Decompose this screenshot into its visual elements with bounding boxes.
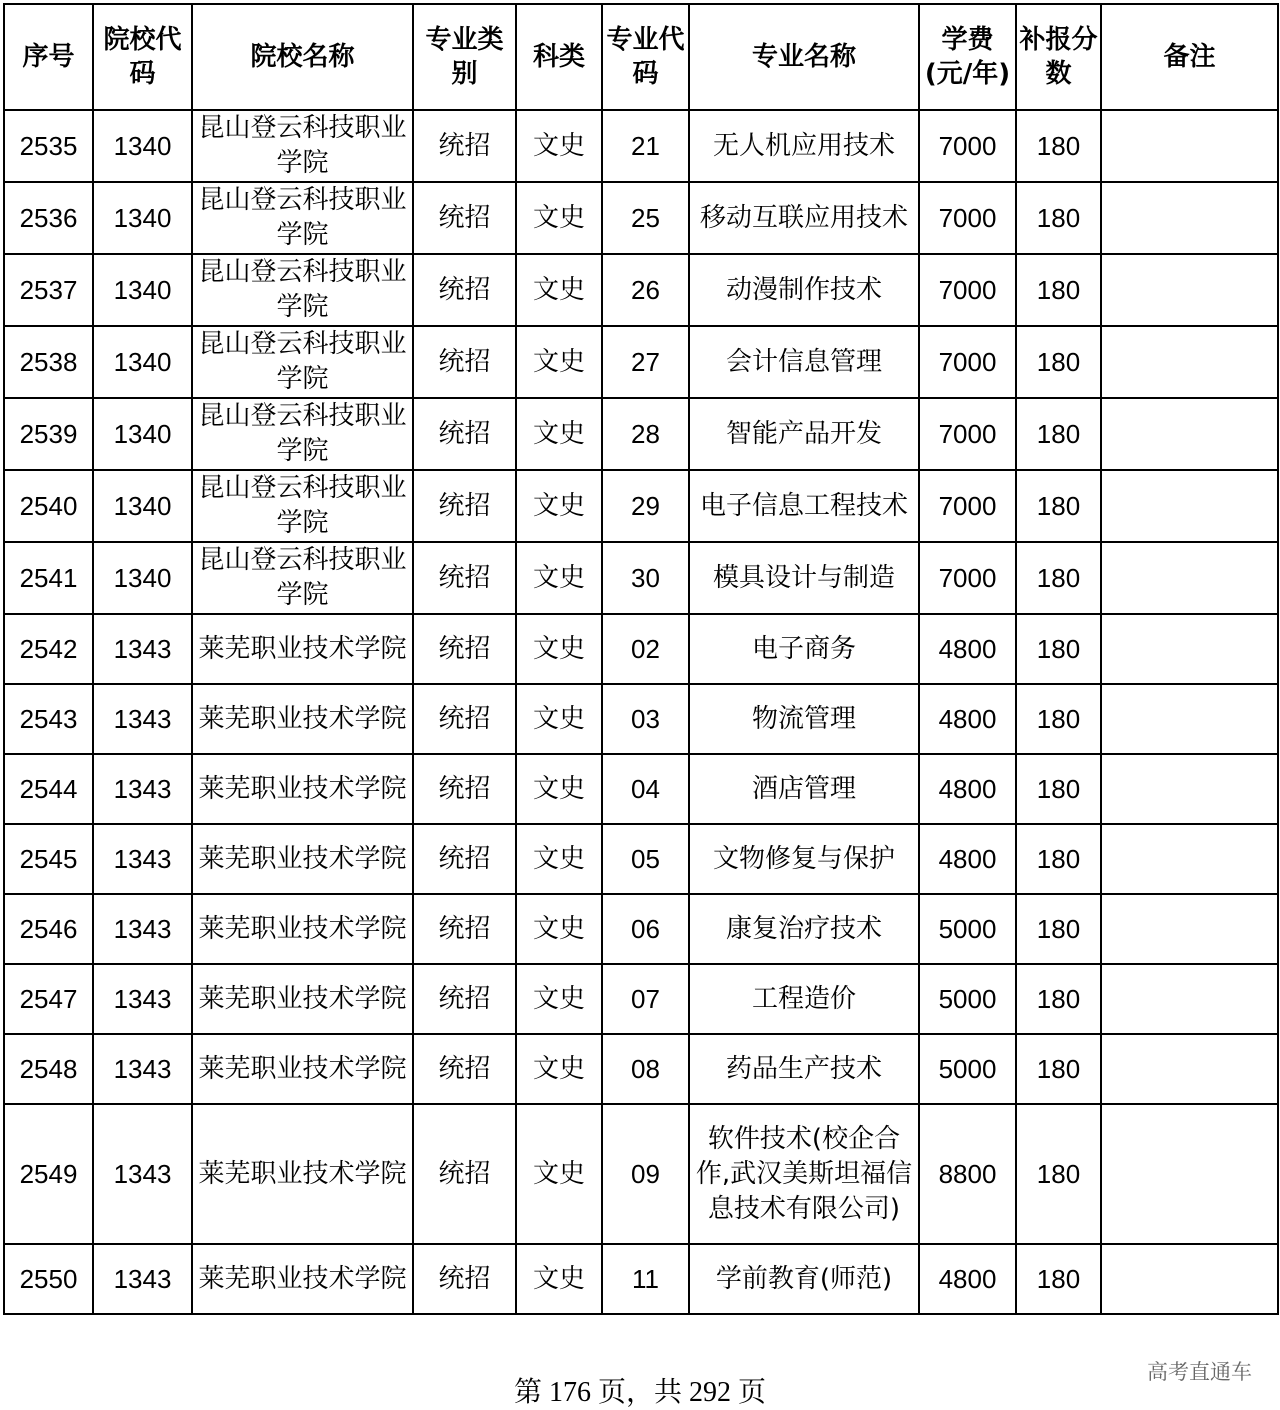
cell-school-code: 1343 [93, 824, 192, 894]
cell-major-type: 统招 [413, 824, 516, 894]
header-note: 备注 [1101, 4, 1278, 110]
page-footer: 第 176 页，共 292 页 [513, 1377, 766, 1408]
table-row [4, 754, 1278, 824]
admissions-table [3, 3, 1279, 1315]
cell-school-code: 1343 [93, 684, 192, 754]
cell-note [1101, 110, 1278, 182]
cell-subject: 文史 [516, 824, 602, 894]
table-row [4, 614, 1278, 684]
cell-major-type: 统招 [413, 754, 516, 824]
cell-school-name: 昆山登云科技职业学院 [192, 254, 413, 326]
cell-major-name: 模具设计与制造 [689, 542, 919, 614]
cell-score: 180 [1016, 110, 1101, 182]
cell-subject: 文史 [516, 1104, 602, 1244]
table-row [4, 182, 1278, 254]
cell-major-name: 软件技术(校企合作,武汉美斯坦福信息技术有限公司) [689, 1104, 919, 1244]
cell-major-name: 酒店管理 [689, 754, 919, 824]
cell-major-name: 会计信息管理 [689, 326, 919, 398]
cell-school-name: 莱芜职业技术学院 [192, 684, 413, 754]
table-row [4, 326, 1278, 398]
cell-school-name: 昆山登云科技职业学院 [192, 470, 413, 542]
cell-subject: 文史 [516, 754, 602, 824]
cell-major-type: 统招 [413, 1104, 516, 1244]
cell-note [1101, 964, 1278, 1034]
cell-note [1101, 684, 1278, 754]
cell-seq: 2538 [4, 326, 93, 398]
cell-school-code: 1343 [93, 1104, 192, 1244]
cell-subject: 文史 [516, 470, 602, 542]
cell-tuition: 7000 [919, 398, 1016, 470]
cell-school-name: 莱芜职业技术学院 [192, 1244, 413, 1314]
cell-score: 180 [1016, 398, 1101, 470]
cell-tuition: 5000 [919, 964, 1016, 1034]
table-row [4, 964, 1278, 1034]
table-row [4, 1244, 1278, 1314]
cell-subject: 文史 [516, 254, 602, 326]
cell-score: 180 [1016, 542, 1101, 614]
cell-seq: 2550 [4, 1244, 93, 1314]
header-school-code: 院校代码 [93, 4, 192, 110]
cell-subject: 文史 [516, 894, 602, 964]
cell-major-type: 统招 [413, 894, 516, 964]
cell-school-name: 莱芜职业技术学院 [192, 824, 413, 894]
cell-school-name: 昆山登云科技职业学院 [192, 110, 413, 182]
cell-subject: 文史 [516, 398, 602, 470]
table-row [4, 894, 1278, 964]
cell-score: 180 [1016, 326, 1101, 398]
watermark: 高考直通车 [1147, 1360, 1252, 1384]
cell-tuition: 5000 [919, 894, 1016, 964]
cell-seq: 2544 [4, 754, 93, 824]
cell-seq: 2543 [4, 684, 93, 754]
cell-seq: 2539 [4, 398, 93, 470]
cell-major-type: 统招 [413, 326, 516, 398]
cell-subject: 文史 [516, 1034, 602, 1104]
cell-major-name: 电子信息工程技术 [689, 470, 919, 542]
cell-score: 180 [1016, 254, 1101, 326]
table-row [4, 542, 1278, 614]
cell-major-type: 统招 [413, 398, 516, 470]
table-row [4, 398, 1278, 470]
cell-major-name: 物流管理 [689, 684, 919, 754]
cell-school-code: 1343 [93, 964, 192, 1034]
cell-tuition: 4800 [919, 1244, 1016, 1314]
cell-major-type: 统招 [413, 1244, 516, 1314]
table-row [4, 470, 1278, 542]
cell-tuition: 4800 [919, 754, 1016, 824]
cell-major-code: 09 [602, 1104, 689, 1244]
cell-tuition: 7000 [919, 254, 1016, 326]
cell-school-code: 1343 [93, 614, 192, 684]
cell-seq: 2547 [4, 964, 93, 1034]
cell-tuition: 7000 [919, 182, 1016, 254]
cell-subject: 文史 [516, 110, 602, 182]
cell-note [1101, 754, 1278, 824]
cell-major-code: 21 [602, 110, 689, 182]
cell-school-name: 昆山登云科技职业学院 [192, 182, 413, 254]
cell-score: 180 [1016, 1104, 1101, 1244]
cell-tuition: 4800 [919, 824, 1016, 894]
cell-major-name: 学前教育(师范) [689, 1244, 919, 1314]
header-school-name: 院校名称 [192, 4, 413, 110]
cell-score: 180 [1016, 182, 1101, 254]
cell-subject: 文史 [516, 326, 602, 398]
cell-school-name: 昆山登云科技职业学院 [192, 542, 413, 614]
cell-school-code: 1343 [93, 1244, 192, 1314]
cell-score: 180 [1016, 1244, 1101, 1314]
cell-major-code: 08 [602, 1034, 689, 1104]
table-row [4, 684, 1278, 754]
cell-major-type: 统招 [413, 684, 516, 754]
cell-tuition: 4800 [919, 614, 1016, 684]
cell-major-code: 27 [602, 326, 689, 398]
cell-major-code: 05 [602, 824, 689, 894]
cell-seq: 2546 [4, 894, 93, 964]
cell-school-code: 1343 [93, 1034, 192, 1104]
cell-school-code: 1340 [93, 110, 192, 182]
cell-school-code: 1340 [93, 542, 192, 614]
cell-major-name: 移动互联应用技术 [689, 182, 919, 254]
cell-tuition: 4800 [919, 684, 1016, 754]
cell-major-type: 统招 [413, 964, 516, 1034]
cell-seq: 2545 [4, 824, 93, 894]
cell-note [1101, 1034, 1278, 1104]
cell-tuition: 7000 [919, 326, 1016, 398]
cell-score: 180 [1016, 894, 1101, 964]
header-subject: 科类 [516, 4, 602, 110]
cell-score: 180 [1016, 470, 1101, 542]
cell-note [1101, 894, 1278, 964]
cell-major-type: 统招 [413, 1034, 516, 1104]
cell-school-code: 1343 [93, 754, 192, 824]
cell-school-code: 1340 [93, 182, 192, 254]
cell-major-code: 06 [602, 894, 689, 964]
table-row [4, 1104, 1278, 1244]
table-row [4, 110, 1278, 182]
cell-note [1101, 824, 1278, 894]
cell-school-code: 1340 [93, 398, 192, 470]
cell-seq: 2537 [4, 254, 93, 326]
cell-major-name: 动漫制作技术 [689, 254, 919, 326]
header-tuition: 学费(元/年) [919, 4, 1016, 110]
cell-score: 180 [1016, 824, 1101, 894]
cell-note [1101, 1244, 1278, 1314]
cell-note [1101, 326, 1278, 398]
header-row [4, 4, 1278, 110]
cell-tuition: 7000 [919, 542, 1016, 614]
cell-subject: 文史 [516, 542, 602, 614]
cell-note [1101, 182, 1278, 254]
cell-seq: 2549 [4, 1104, 93, 1244]
header-seq: 序号 [4, 4, 93, 110]
cell-subject: 文史 [516, 684, 602, 754]
cell-school-name: 昆山登云科技职业学院 [192, 326, 413, 398]
header-major-type: 专业类别 [413, 4, 516, 110]
cell-note [1101, 542, 1278, 614]
cell-major-name: 康复治疗技术 [689, 894, 919, 964]
table-row [4, 824, 1278, 894]
cell-seq: 2548 [4, 1034, 93, 1104]
cell-seq: 2535 [4, 110, 93, 182]
cell-major-code: 30 [602, 542, 689, 614]
cell-major-code: 26 [602, 254, 689, 326]
cell-note [1101, 614, 1278, 684]
cell-subject: 文史 [516, 964, 602, 1034]
cell-score: 180 [1016, 614, 1101, 684]
cell-major-name: 无人机应用技术 [689, 110, 919, 182]
cell-note [1101, 254, 1278, 326]
cell-school-name: 莱芜职业技术学院 [192, 1104, 413, 1244]
header-major-name: 专业名称 [689, 4, 919, 110]
cell-tuition: 8800 [919, 1104, 1016, 1244]
cell-seq: 2536 [4, 182, 93, 254]
cell-major-code: 02 [602, 614, 689, 684]
cell-major-code: 25 [602, 182, 689, 254]
cell-major-type: 统招 [413, 542, 516, 614]
cell-subject: 文史 [516, 182, 602, 254]
table-row [4, 1034, 1278, 1104]
cell-major-name: 电子商务 [689, 614, 919, 684]
cell-score: 180 [1016, 1034, 1101, 1104]
header-major-code: 专业代码 [602, 4, 689, 110]
cell-school-name: 莱芜职业技术学院 [192, 754, 413, 824]
cell-major-name: 药品生产技术 [689, 1034, 919, 1104]
cell-school-code: 1340 [93, 470, 192, 542]
cell-major-type: 统招 [413, 182, 516, 254]
cell-score: 180 [1016, 964, 1101, 1034]
cell-note [1101, 470, 1278, 542]
cell-school-code: 1343 [93, 894, 192, 964]
cell-major-name: 智能产品开发 [689, 398, 919, 470]
cell-tuition: 5000 [919, 1034, 1016, 1104]
cell-major-code: 29 [602, 470, 689, 542]
cell-tuition: 7000 [919, 470, 1016, 542]
cell-subject: 文史 [516, 614, 602, 684]
cell-note [1101, 1104, 1278, 1244]
cell-tuition: 7000 [919, 110, 1016, 182]
cell-school-name: 莱芜职业技术学院 [192, 964, 413, 1034]
cell-score: 180 [1016, 684, 1101, 754]
cell-school-code: 1340 [93, 254, 192, 326]
cell-major-type: 统招 [413, 614, 516, 684]
cell-major-code: 07 [602, 964, 689, 1034]
cell-school-name: 莱芜职业技术学院 [192, 1034, 413, 1104]
table-row [4, 254, 1278, 326]
cell-major-code: 03 [602, 684, 689, 754]
cell-note [1101, 398, 1278, 470]
cell-major-code: 11 [602, 1244, 689, 1314]
cell-score: 180 [1016, 754, 1101, 824]
cell-major-name: 文物修复与保护 [689, 824, 919, 894]
cell-school-name: 莱芜职业技术学院 [192, 894, 413, 964]
cell-major-type: 统招 [413, 470, 516, 542]
cell-major-type: 统招 [413, 254, 516, 326]
cell-school-name: 昆山登云科技职业学院 [192, 398, 413, 470]
cell-seq: 2541 [4, 542, 93, 614]
cell-seq: 2540 [4, 470, 93, 542]
header-score: 补报分数 [1016, 4, 1101, 110]
cell-major-name: 工程造价 [689, 964, 919, 1034]
cell-school-name: 莱芜职业技术学院 [192, 614, 413, 684]
cell-subject: 文史 [516, 1244, 602, 1314]
cell-school-code: 1340 [93, 326, 192, 398]
cell-major-code: 28 [602, 398, 689, 470]
cell-major-type: 统招 [413, 110, 516, 182]
cell-seq: 2542 [4, 614, 93, 684]
cell-major-code: 04 [602, 754, 689, 824]
